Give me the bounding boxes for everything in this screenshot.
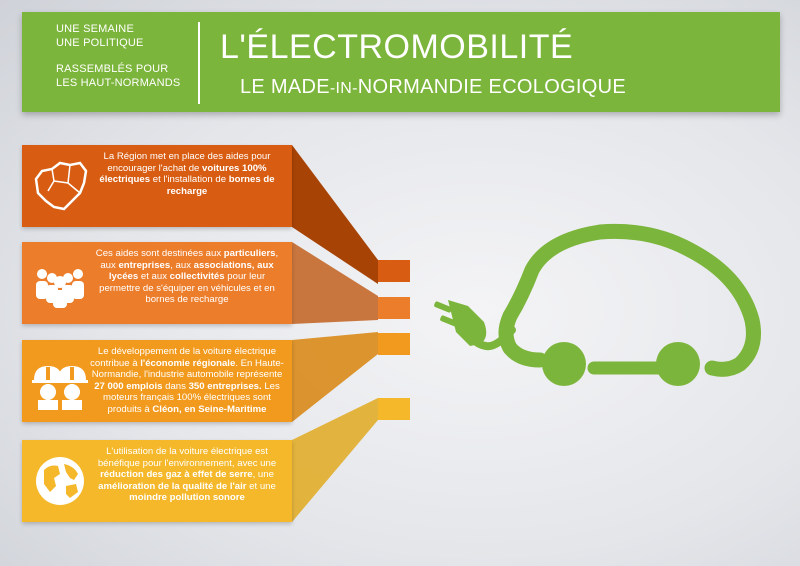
subtitle-part-3: NORMANDIE ECOLOGIQUE <box>357 76 627 98</box>
card-3-b3: 350 entreprises. <box>188 380 262 392</box>
card-2-b2: entreprises <box>118 259 171 271</box>
card-3-b1: l'économie régionale <box>140 357 236 369</box>
card-2-t5: pour leur permettre de s'équiper en véhicules et en bornes de recharge <box>99 271 275 306</box>
subtitle-part-1: LE MADE <box>240 76 330 98</box>
card-3-b2: 27 000 emplois <box>94 380 163 392</box>
card-4-t2: , une <box>252 469 274 481</box>
card-2-t4: et aux <box>138 271 170 283</box>
card-2-t2: , aux <box>100 248 279 271</box>
card-1-b2: bornes de recharge <box>166 174 275 197</box>
subtitle-part-2: -IN- <box>329 80 358 97</box>
card-4-b1: réduction des gaz à effet de serre <box>100 469 253 481</box>
tag-line-1: UNE SEMAINE <box>56 23 134 35</box>
card-4-t3: et une <box>246 480 276 492</box>
card-3-t4: Les moteurs français 100% électriques sont produits à <box>103 380 280 415</box>
card-2-b3: associations, aux lycées <box>108 259 274 283</box>
card-2-t1: Ces aides sont destinées aux <box>95 248 224 259</box>
card-3-t1: Le développement de la voiture électrique contribue à <box>90 346 277 369</box>
card-3-t3: dans <box>162 380 189 392</box>
card-3-t2: . En Haute- Normandie, l'industrie automobile représente <box>91 357 284 381</box>
card-2-b4: collectivités <box>169 271 225 283</box>
tag-line-3: RASSEMBLÉS POUR <box>56 63 169 75</box>
card-4-b2: amélioration de la qualité de l'air <box>98 480 247 492</box>
card-3-b4: Cléon, en Seine-Maritime <box>152 403 267 415</box>
tag-line-4: LES HAUT-NORMANDS <box>56 77 181 89</box>
card-2-b1: particuliers <box>223 248 276 259</box>
card-2-t3: , aux <box>170 259 194 271</box>
card-1-b1: voitures 100% électriques <box>99 162 267 186</box>
card-4-t1: L'utilisation de la voiture électrique est bénéfique pour l'environnement, avec une <box>97 446 277 469</box>
card-1-t1: La Région met en place des aides pour encourager l'achat de <box>103 151 271 174</box>
card-4-b3: moindre pollution sonore <box>129 492 245 504</box>
page-title: L'ÉLECTROMOBILITÉ <box>220 28 574 66</box>
tag-line-2: UNE POLITIQUE <box>56 37 144 49</box>
card-1-t2: et l'installation de <box>150 174 229 186</box>
